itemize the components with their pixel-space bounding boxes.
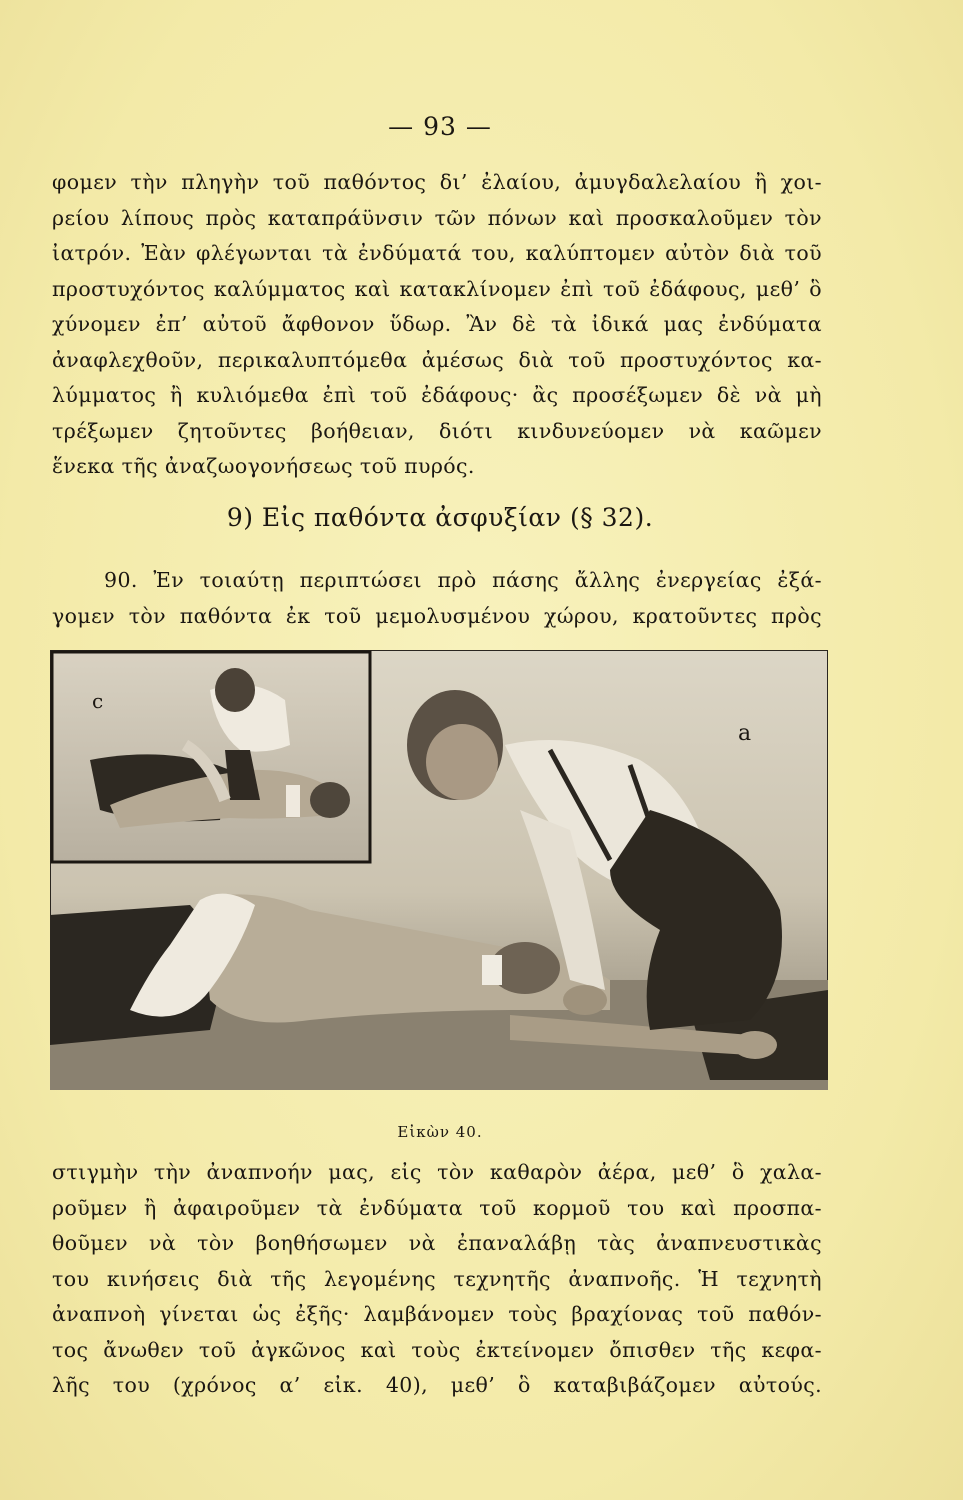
text-line: στιγμὴν τὴν ἀναπνοήν μας, εἰς τὸν καθαρὸν ἀέρα, μεθ’ ὃ χαλα- (52, 1160, 822, 1184)
text-line: ἕνεκα τῆς ἀναζωογονήσεως τοῦ πυρός. (52, 454, 475, 478)
text-line: λῆς του (χρόνος α’ εἰκ. 40), μεθ’ ὃ καταβιβάζομεν αὐτούς. (52, 1373, 822, 1397)
text-line: τρέξωμεν ζητοῦντες βοήθειαν, διότι κινδυνεύομεν νὰ καῶμεν (52, 418, 822, 443)
text-line: 90. Ἐν τοιαύτῃ περιπτώσει πρὸ πάσης ἄλλης ἐνεργείας ἐξά- (104, 568, 822, 592)
text-line: προστυχόντος καλύμματος καὶ κατακλίνομεν ἐπὶ τοῦ ἐδάφους, μεθ’ ὃ (52, 276, 822, 301)
bottom-paragraph (52, 1155, 822, 1404)
figure-label-a: a (738, 721, 752, 746)
text-line: θοῦμεν νὰ τὸν βοηθήσωμεν νὰ ἐπαναλάβῃ τὰς ἀναπνευστικὰς (52, 1231, 822, 1255)
text-line: γομεν τὸν παθόντα ἐκ τοῦ μεμολυσμένου χώρου, κρατοῦντες πρὸς (52, 603, 822, 628)
page-number: — 93 — (388, 112, 492, 141)
text-line: ἀναπνοὴ γίνεται ὡς ἐξῆς· λαμβάνομεν τοὺς βραχίονας τοῦ παθόν- (52, 1302, 822, 1326)
figure-label-c: c (92, 689, 104, 713)
paragraph-90 (52, 563, 822, 634)
figure-caption: Εἰκὼν 40. (397, 1123, 483, 1141)
photo-panel-c (52, 652, 370, 862)
text-line: τος ἄνωθεν τοῦ ἀγκῶνος καὶ τοὺς ἐκτείνομεν ὄπισθεν τῆς κεφα- (52, 1337, 822, 1362)
text-line: ἰατρόν. Ἐὰν φλέγωνται τὰ ἐνδύματά του, καλύπτομεν αὐτὸν διὰ τοῦ (52, 241, 822, 265)
text-line: ρείου λίπους πρὸς καταπράϋνσιν τῶν πόνων καὶ προσκαλοῦμεν τὸν (52, 205, 822, 230)
top-paragraph (52, 165, 822, 485)
text-line: φομεν τὴν πληγὴν τοῦ παθόντος δι’ ἐλαίου, ἀμυγδαλελαίου ἢ χοι- (52, 170, 822, 194)
text-line: του κινήσεις διὰ τῆς λεγομένης τεχνητῆς ἀναπνοῆς. Ἡ τεχνητὴ (52, 1266, 822, 1291)
text-line: ροῦμεν ἢ ἀφαιροῦμεν τὰ ἐνδύματα τοῦ κορμοῦ του καὶ προσπα- (52, 1195, 822, 1220)
section-heading: 9) Εἰς παθόντα ἀσφυξίαν (§ 32). (226, 503, 654, 532)
text-line: ἀναφλεχθοῦν, περικαλυπτόμεθα ἀμέσως διὰ τοῦ προστυχόντος κα- (52, 347, 822, 372)
figure-40-photograph (50, 650, 828, 1090)
text-line: χύνομεν ἐπ’ αὐτοῦ ἄφθονον ὕδωρ. Ἂν δὲ τὰ ἰδικά μας ἐνδύματα (52, 312, 822, 336)
text-line: λύμματος ἢ κυλιόμεθα ἐπὶ τοῦ ἐδάφους· ἂς προσέξωμεν δὲ νὰ μὴ (52, 383, 822, 407)
